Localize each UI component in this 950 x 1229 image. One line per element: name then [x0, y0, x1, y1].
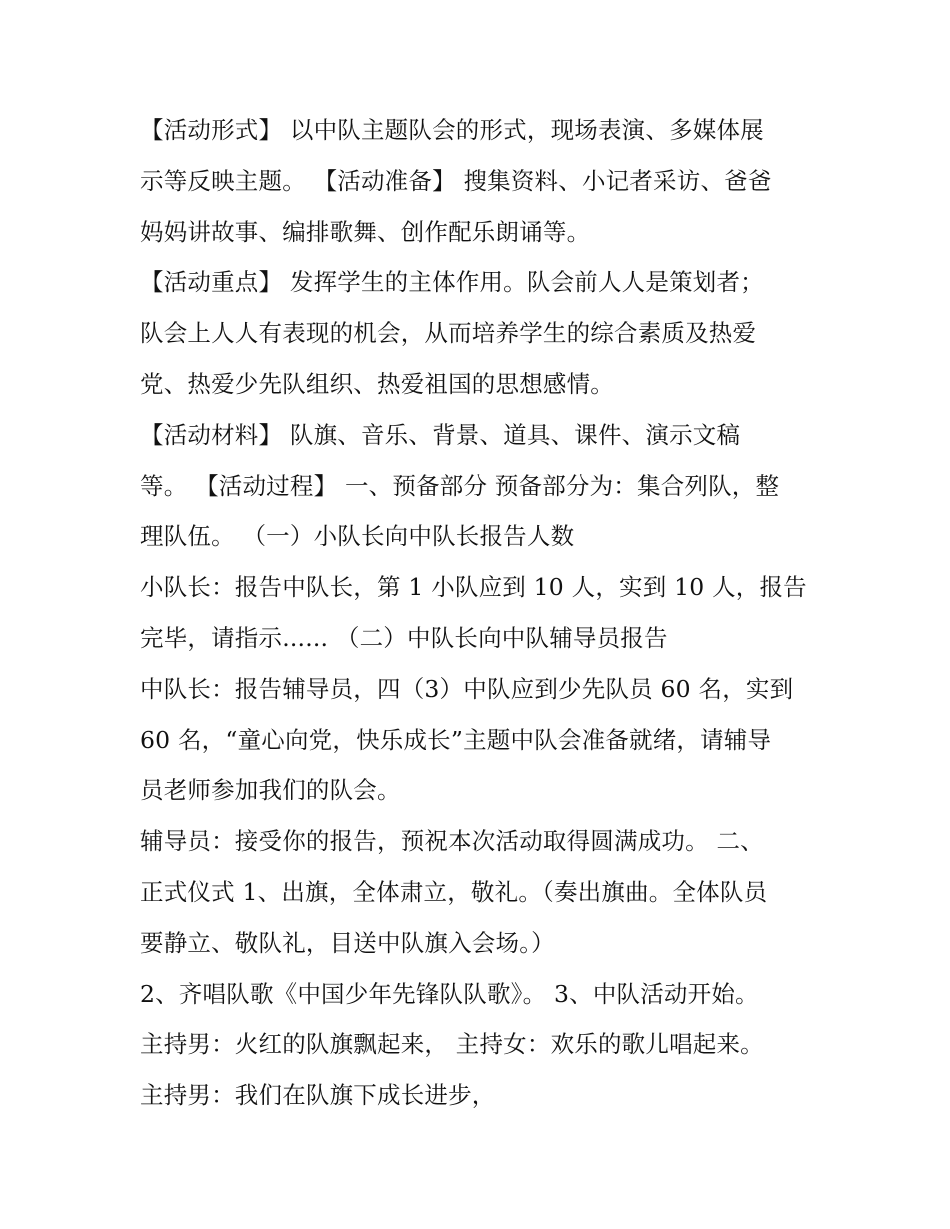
text-line: 理队伍。 （一）小队长向中队长报告人数 — [140, 522, 575, 551]
text-line: 示等反映主题。 【活动准备】 搜集资料、小记者采访、爸爸 — [140, 166, 772, 195]
document-body — [140, 105, 830, 1121]
text-line: 2、齐唱队歌《中国少年先锋队队歌》。 3、中队活动开始。 — [140, 979, 759, 1008]
text-line: 【活动形式】 以中队主题队会的形式，现场表演、多媒体展 — [140, 116, 764, 144]
text-line: 小队长：报告中队长，第 1 小队应到 10 人，实到 10 人，报告 — [140, 573, 807, 602]
text-line: 妈妈讲故事、编排歌舞、创作配乐朗诵等。 — [140, 217, 591, 246]
text-line: 等。 【活动过程】 一、预备部分 预备部分为：集合列队，整 — [140, 471, 780, 500]
text-line: 主持男：我们在队旗下成长进步， — [140, 1081, 496, 1110]
text-line: 辅导员：接受你的报告，预祝本次活动取得圆满成功。 二、 — [140, 827, 764, 856]
text-line: 正式仪式 1、出旗，全体肃立，敬礼。（奏出旗曲。全体队员 — [140, 877, 768, 906]
text-line: 主持男：火红的队旗飘起来， 主持女：欢乐的歌儿唱起来。 — [140, 1030, 764, 1059]
text-line: 【活动重点】 发挥学生的主体作用。队会前人人是策划者； — [140, 268, 764, 297]
text-line: 中队长：报告辅导员，四（3）中队应到少先队员 60 名，实到 — [140, 674, 794, 703]
text-line: 60 名，“童心向党，快乐成长”主题中队会准备就绪，请辅导 — [140, 725, 772, 754]
text-line: 员老师参加我们的队会。 — [140, 776, 401, 805]
text-line: 完毕，请指示...... （二）中队长向中队辅导员报告 — [140, 623, 668, 652]
text-line: 要静立、敬队礼，目送中队旗入会场。） — [140, 928, 555, 957]
text-line: 党、热爱少先队组织、热爱祖国的思想感情。 — [140, 369, 614, 398]
text-line: 【活动材料】 队旗、音乐、背景、道具、课件、演示文稿 — [140, 420, 741, 449]
text-line: 队会上人人有表现的机会，从而培养学生的综合素质及热爱 — [140, 319, 757, 348]
